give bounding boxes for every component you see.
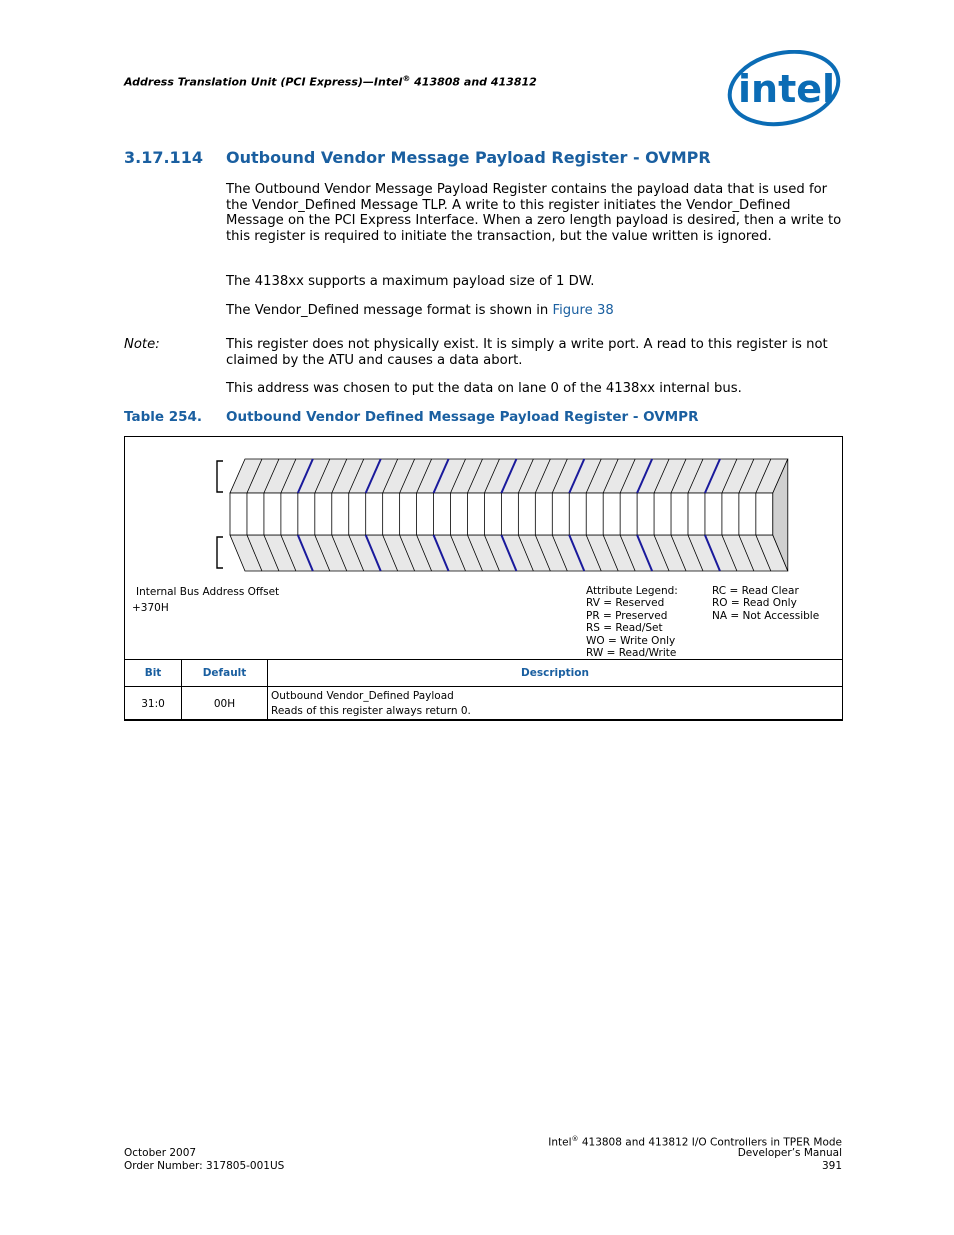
figure-link[interactable]: Figure 38 bbox=[552, 303, 614, 318]
field-name: Outbound Vendor_Defined Payload bbox=[271, 689, 454, 702]
note-text: This register does not physically exist. It is simply a write port. A read to this register is not claimed by the ATU and causes a data abort. bbox=[226, 337, 828, 368]
paragraph-format-ref bbox=[226, 303, 844, 319]
legend-item: RW = Read/Write bbox=[586, 647, 677, 660]
legend-item: NA = Not Accessible bbox=[712, 609, 820, 622]
offset-label: Internal Bus Address Offset bbox=[136, 586, 280, 598]
bracket-bottom bbox=[217, 537, 223, 568]
table-caption bbox=[124, 409, 698, 425]
register-bit-diagram bbox=[212, 455, 802, 575]
header-default: Default bbox=[182, 660, 268, 687]
footer-date: October 2007 bbox=[124, 1147, 197, 1159]
registered-mark: ® bbox=[402, 74, 411, 83]
attribute-legend-right bbox=[712, 585, 819, 622]
footer-registered-mark: ® bbox=[571, 1135, 579, 1143]
footer-order-number: Order Number: 317805-001US bbox=[124, 1160, 285, 1172]
legend-item: PR = Preserved bbox=[586, 609, 668, 622]
cell-default: 00H bbox=[182, 687, 268, 721]
running-header-tail: 413808 and 413812 bbox=[410, 75, 537, 89]
table-title: Outbound Vendor Defined Message Payload Register - OVMPR bbox=[226, 409, 699, 425]
bracket-top bbox=[217, 461, 223, 492]
legend-item: RV = Reserved bbox=[586, 597, 665, 610]
intel-logo bbox=[726, 50, 844, 128]
cell-description bbox=[268, 687, 843, 721]
footer-page-number: 391 bbox=[821, 1160, 842, 1172]
legend-item: RO = Read Only bbox=[712, 597, 797, 610]
offset-value: +370H bbox=[132, 602, 169, 614]
logo-wordmark: intel bbox=[738, 67, 836, 111]
table-row bbox=[125, 687, 843, 721]
footer-product-name: 413808 and 413812 I/O Controllers in TPER Mode bbox=[578, 1136, 842, 1149]
register-field-table bbox=[124, 659, 843, 721]
running-header bbox=[124, 74, 537, 89]
paragraph-payload-size: The 4138xx supports a maximum payload size of 1 DW. bbox=[226, 274, 595, 289]
legend-item: WO = Write Only bbox=[586, 634, 676, 647]
section-title: Outbound Vendor Message Payload Register - OVMPR bbox=[226, 148, 711, 167]
section-number: 3.17.114 bbox=[124, 148, 203, 167]
cell-bit: 31:0 bbox=[125, 687, 182, 721]
legend-item: RS = Read/Set bbox=[586, 622, 663, 635]
format-ref-text: The Vendor_Defined message format is shown in bbox=[226, 303, 553, 318]
section-heading bbox=[124, 148, 711, 167]
paragraph-description: The Outbound Vendor Message Payload Register contains the payload data that is used for the Vendor_Defined Message TLP. A write to this register initiates the Vendor_Defined Message on the PCI Express Interface. When a zero length payload is desired, then a write to this register is required to initiate the transaction, but the value written is ignored. bbox=[226, 182, 842, 244]
field-description: Reads of this register always return 0. bbox=[271, 704, 471, 717]
note-label: Note: bbox=[124, 337, 160, 352]
footer-manual: Developer’s Manual bbox=[737, 1147, 842, 1159]
legend-title: Attribute Legend: bbox=[586, 585, 678, 597]
running-header-title: Address Translation Unit (PCI Express)—Intel bbox=[124, 75, 403, 89]
legend-item: RC = Read Clear bbox=[712, 585, 799, 597]
table-number: Table 254. bbox=[124, 409, 203, 425]
header-bit: Bit bbox=[125, 660, 182, 687]
note-address-text: This address was chosen to put the data on lane 0 of the 4138xx internal bus. bbox=[226, 381, 742, 396]
table-header-row bbox=[125, 660, 843, 687]
attribute-legend-left bbox=[586, 585, 678, 659]
footer-product-brand: Intel bbox=[548, 1136, 572, 1149]
header-description: Description bbox=[268, 660, 843, 687]
